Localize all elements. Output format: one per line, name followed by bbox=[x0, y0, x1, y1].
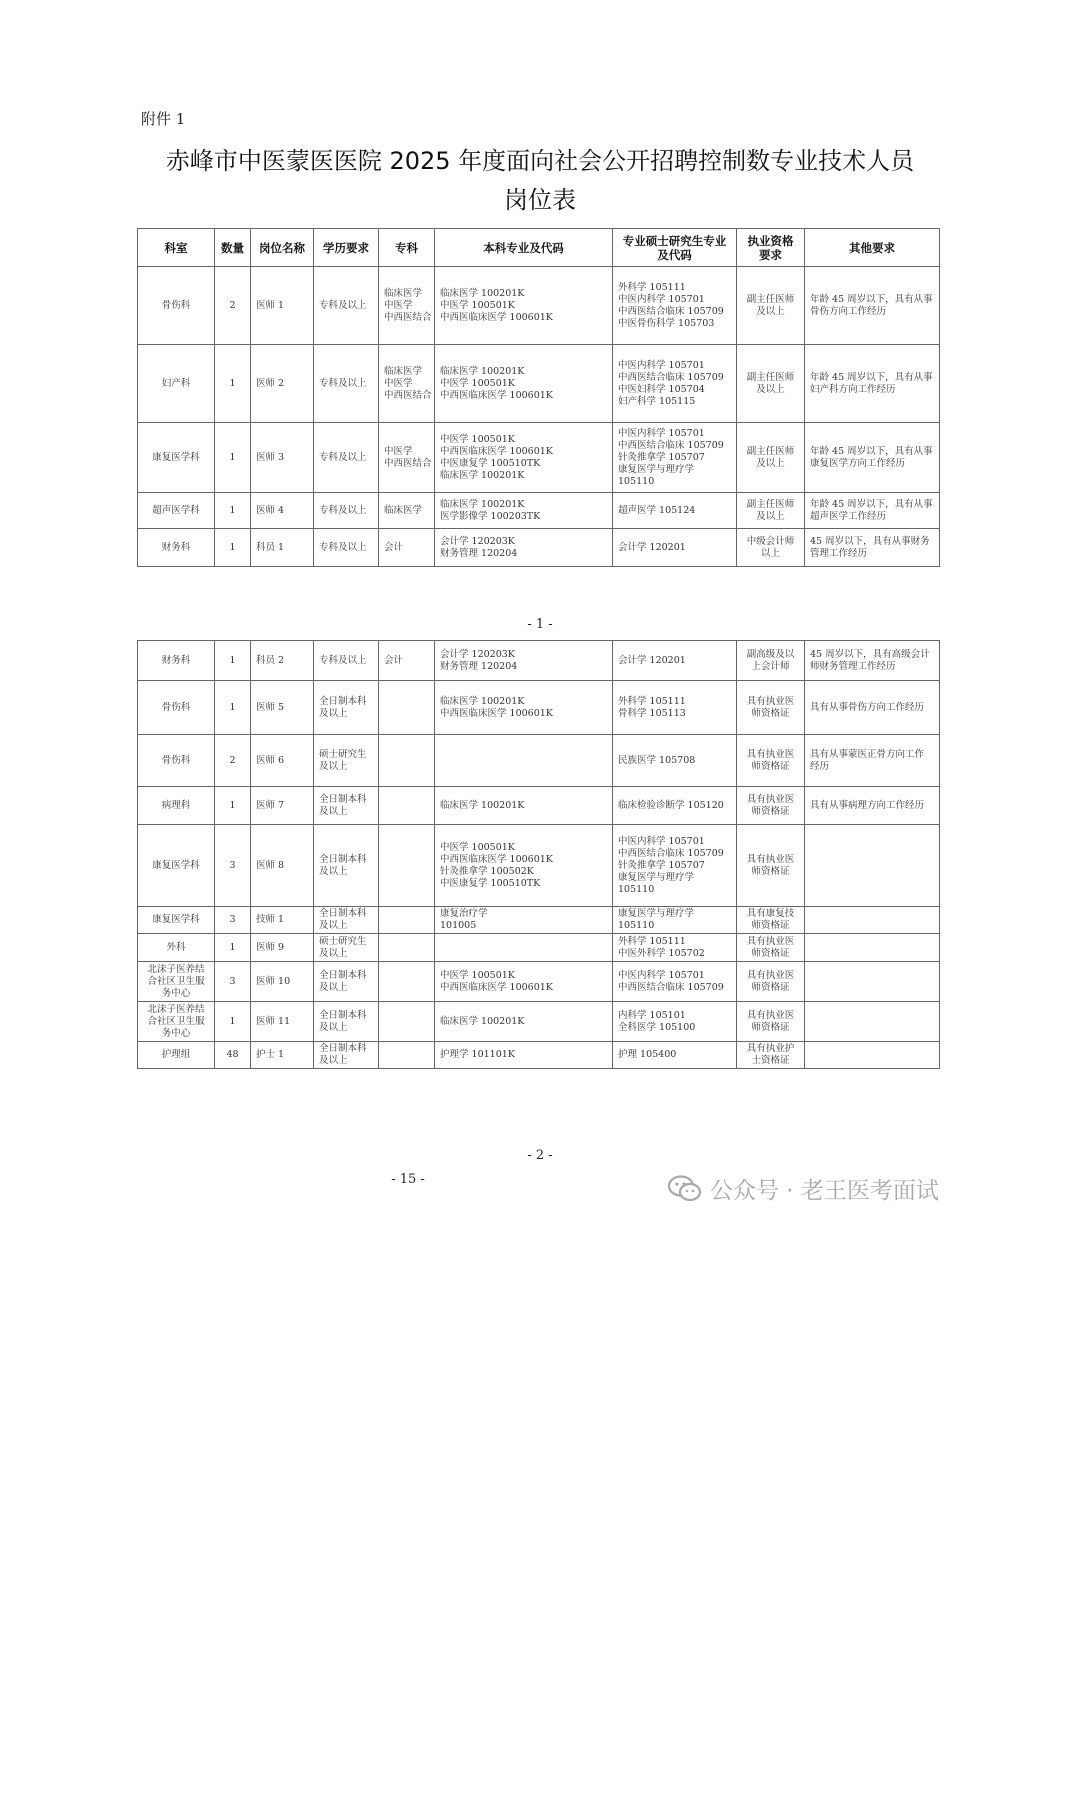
cell-junior bbox=[379, 825, 435, 907]
cell-post: 医师 11 bbox=[251, 1002, 314, 1042]
cell-master: 会计学 120201 bbox=[613, 641, 737, 681]
cell-dept: 骨伤科 bbox=[138, 681, 215, 735]
table-row bbox=[138, 934, 940, 962]
cell-other bbox=[805, 825, 940, 907]
cell-edu: 全日制本科 及以上 bbox=[314, 907, 379, 934]
watermark-text: 公众号 · 老王医考面试 bbox=[710, 1178, 939, 1204]
cell-bachelor bbox=[435, 735, 613, 787]
cell-master: 临床检验诊断学 105120 bbox=[613, 787, 737, 825]
cell-qual: 副主任医师 及以上 bbox=[737, 345, 805, 423]
cell-dept: 外科 bbox=[138, 934, 215, 962]
cell-dept: 财务科 bbox=[138, 641, 215, 681]
cell-qual: 副主任医师 及以上 bbox=[737, 423, 805, 493]
cell-dept: 超声医学科 bbox=[138, 493, 215, 529]
cell-master: 中医内科学 105701 中西医结合临床 105709 中医妇科学 105704 妇产科学 105115 bbox=[613, 345, 737, 423]
table-row bbox=[138, 423, 940, 493]
cell-junior bbox=[379, 1002, 435, 1042]
cell-junior: 临床医学 bbox=[379, 493, 435, 529]
cell-master: 外科学 105111 中医外科学 105702 bbox=[613, 934, 737, 962]
cell-count: 48 bbox=[215, 1042, 251, 1069]
cell-junior: 会计 bbox=[379, 641, 435, 681]
table-row bbox=[138, 907, 940, 934]
header-junior: 专科 bbox=[379, 229, 435, 267]
cell-count: 2 bbox=[215, 735, 251, 787]
cell-post: 医师 7 bbox=[251, 787, 314, 825]
cell-dept: 病理科 bbox=[138, 787, 215, 825]
cell-qual: 具有执业医 师资格证 bbox=[737, 1002, 805, 1042]
cell-dept: 护理组 bbox=[138, 1042, 215, 1069]
cell-count: 1 bbox=[215, 934, 251, 962]
cell-master: 超声医学 105124 bbox=[613, 493, 737, 529]
cell-bachelor: 中医学 100501K 中西医临床医学 100601K 针灸推拿学 100502K 中医康复学 100510TK bbox=[435, 825, 613, 907]
cell-master: 中医内科学 105701 中西医结合临床 105709 针灸推拿学 105707 康复医学与理疗学 105110 bbox=[613, 423, 737, 493]
cell-edu: 专科及以上 bbox=[314, 345, 379, 423]
cell-master: 中医内科学 105701 中西医结合临床 105709 针灸推拿学 105707 康复医学与理疗学 105110 bbox=[613, 825, 737, 907]
table-row bbox=[138, 1042, 940, 1069]
table-row bbox=[138, 529, 940, 567]
cell-master: 民族医学 105708 bbox=[613, 735, 737, 787]
cell-other: 年龄 45 周岁以下，具有从事 超声医学工作经历 bbox=[805, 493, 940, 529]
cell-edu: 全日制本科 及以上 bbox=[314, 825, 379, 907]
cell-qual: 具有执业医 师资格证 bbox=[737, 735, 805, 787]
table-row bbox=[138, 787, 940, 825]
cell-junior bbox=[379, 735, 435, 787]
cell-junior bbox=[379, 962, 435, 1002]
cell-qual: 具有执业医 师资格证 bbox=[737, 934, 805, 962]
cell-junior bbox=[379, 681, 435, 735]
header-qual: 执业资格要求 bbox=[737, 229, 805, 267]
header-bachelor: 本科专业及代码 bbox=[435, 229, 613, 267]
cell-post: 医师 6 bbox=[251, 735, 314, 787]
cell-junior: 中医学 中西医结合 bbox=[379, 423, 435, 493]
cell-post: 技师 1 bbox=[251, 907, 314, 934]
cell-qual: 具有执业医 师资格证 bbox=[737, 787, 805, 825]
cell-dept: 骨伤科 bbox=[138, 735, 215, 787]
header-post: 岗位名称 bbox=[251, 229, 314, 267]
cell-edu: 全日制本科 及以上 bbox=[314, 787, 379, 825]
cell-other: 45 周岁以下，具有高级会计 师财务管理工作经历 bbox=[805, 641, 940, 681]
cell-qual: 具有执业医 师资格证 bbox=[737, 681, 805, 735]
cell-post: 医师 2 bbox=[251, 345, 314, 423]
cell-bachelor: 临床医学 100201K 中西医临床医学 100601K bbox=[435, 681, 613, 735]
cell-edu: 专科及以上 bbox=[314, 423, 379, 493]
table-row bbox=[138, 267, 940, 345]
cell-count: 3 bbox=[215, 825, 251, 907]
watermark bbox=[668, 1172, 939, 1205]
table-row bbox=[138, 681, 940, 735]
cell-dept: 康复医学科 bbox=[138, 825, 215, 907]
page-title: 赤峰市中医蒙医医院 2025 年度面向社会公开招聘控制数专业技术人员 bbox=[165, 147, 915, 175]
cell-other: 年龄 45 周岁以下，具有从事 妇产科方向工作经历 bbox=[805, 345, 940, 423]
cell-edu: 专科及以上 bbox=[314, 641, 379, 681]
cell-bachelor bbox=[435, 934, 613, 962]
cell-post: 医师 10 bbox=[251, 962, 314, 1002]
positions-table-page2 bbox=[137, 640, 940, 1069]
cell-post: 护士 1 bbox=[251, 1042, 314, 1069]
cell-master: 外科学 105111 中医内科学 105701 中西医结合临床 105709 中医骨伤科学 105703 bbox=[613, 267, 737, 345]
cell-post: 科员 1 bbox=[251, 529, 314, 567]
table-row bbox=[138, 345, 940, 423]
cell-qual: 副主任医师 及以上 bbox=[737, 267, 805, 345]
cell-master: 外科学 105111 骨科学 105113 bbox=[613, 681, 737, 735]
cell-dept: 骨伤科 bbox=[138, 267, 215, 345]
cell-other: 年龄 45 周岁以下，具有从事 骨伤方向工作经历 bbox=[805, 267, 940, 345]
cell-edu: 全日制本科 及以上 bbox=[314, 1002, 379, 1042]
table-header-row bbox=[138, 229, 940, 267]
page-number-2: - 2 - bbox=[527, 1148, 553, 1163]
cell-bachelor: 中医学 100501K 中西医临床医学 100601K bbox=[435, 962, 613, 1002]
cell-qual: 具有执业护 士资格证 bbox=[737, 1042, 805, 1069]
cell-junior: 临床医学 中医学 中西医结合 bbox=[379, 267, 435, 345]
cell-other: 具有从事蒙医正骨方向工作 经历 bbox=[805, 735, 940, 787]
cell-count: 1 bbox=[215, 681, 251, 735]
cell-other bbox=[805, 1002, 940, 1042]
cell-master: 会计学 120201 bbox=[613, 529, 737, 567]
cell-qual: 副高级及以 上会计师 bbox=[737, 641, 805, 681]
cell-bachelor: 康复治疗学 101005 bbox=[435, 907, 613, 934]
table-row bbox=[138, 962, 940, 1002]
cell-post: 医师 9 bbox=[251, 934, 314, 962]
cell-edu: 专科及以上 bbox=[314, 493, 379, 529]
cell-post: 医师 5 bbox=[251, 681, 314, 735]
cell-dept: 北沫子医养结 合社区卫生服 务中心 bbox=[138, 962, 215, 1002]
cell-other: 具有从事病理方向工作经历 bbox=[805, 787, 940, 825]
cell-bachelor: 临床医学 100201K bbox=[435, 1002, 613, 1042]
cell-junior: 会计 bbox=[379, 529, 435, 567]
cell-bachelor: 中医学 100501K 中西医临床医学 100601K 中医康复学 100510TK 临床医学 100201K bbox=[435, 423, 613, 493]
wechat-icon bbox=[668, 1175, 702, 1203]
cell-master: 护理 105400 bbox=[613, 1042, 737, 1069]
cell-qual: 副主任医师 及以上 bbox=[737, 493, 805, 529]
cell-qual: 中级会计师 以上 bbox=[737, 529, 805, 567]
cell-qual: 具有执业医 师资格证 bbox=[737, 825, 805, 907]
cell-count: 1 bbox=[215, 493, 251, 529]
cell-master: 内科学 105101 全科医学 105100 bbox=[613, 1002, 737, 1042]
page-number-15: - 15 - bbox=[391, 1172, 425, 1187]
cell-count: 1 bbox=[215, 529, 251, 567]
positions-table-page1 bbox=[137, 228, 940, 567]
cell-master: 康复医学与理疗学 105110 bbox=[613, 907, 737, 934]
cell-edu: 硕士研究生 及以上 bbox=[314, 735, 379, 787]
cell-bachelor: 会计学 120203K 财务管理 120204 bbox=[435, 529, 613, 567]
header-dept: 科室 bbox=[138, 229, 215, 267]
cell-post: 医师 8 bbox=[251, 825, 314, 907]
cell-dept: 妇产科 bbox=[138, 345, 215, 423]
cell-qual: 具有执业医 师资格证 bbox=[737, 962, 805, 1002]
cell-bachelor: 临床医学 100201K 医学影像学 100203TK bbox=[435, 493, 613, 529]
cell-junior bbox=[379, 1042, 435, 1069]
cell-other bbox=[805, 934, 940, 962]
cell-bachelor: 临床医学 100201K bbox=[435, 787, 613, 825]
cell-master: 中医内科学 105701 中西医结合临床 105709 bbox=[613, 962, 737, 1002]
cell-edu: 全日制本科 及以上 bbox=[314, 681, 379, 735]
cell-bachelor: 临床医学 100201K 中医学 100501K 中西医临床医学 100601K bbox=[435, 267, 613, 345]
cell-post: 医师 3 bbox=[251, 423, 314, 493]
cell-junior bbox=[379, 907, 435, 934]
cell-edu: 专科及以上 bbox=[314, 267, 379, 345]
cell-bachelor: 护理学 101101K bbox=[435, 1042, 613, 1069]
cell-other bbox=[805, 907, 940, 934]
cell-count: 2 bbox=[215, 267, 251, 345]
cell-count: 1 bbox=[215, 423, 251, 493]
cell-junior: 临床医学 中医学 中西医结合 bbox=[379, 345, 435, 423]
table-row bbox=[138, 493, 940, 529]
table-row bbox=[138, 1002, 940, 1042]
table-row bbox=[138, 735, 940, 787]
header-edu: 学历要求 bbox=[314, 229, 379, 267]
cell-edu: 硕士研究生 及以上 bbox=[314, 934, 379, 962]
cell-bachelor: 会计学 120203K 财务管理 120204 bbox=[435, 641, 613, 681]
cell-count: 3 bbox=[215, 962, 251, 1002]
page-number-1: - 1 - bbox=[527, 617, 553, 632]
cell-count: 1 bbox=[215, 345, 251, 423]
cell-dept: 财务科 bbox=[138, 529, 215, 567]
cell-dept: 康复医学科 bbox=[138, 423, 215, 493]
cell-post: 医师 4 bbox=[251, 493, 314, 529]
cell-junior bbox=[379, 934, 435, 962]
cell-count: 1 bbox=[215, 787, 251, 825]
cell-other: 45 周岁以下，具有从事财务 管理工作经历 bbox=[805, 529, 940, 567]
cell-bachelor: 临床医学 100201K 中医学 100501K 中西医临床医学 100601K bbox=[435, 345, 613, 423]
header-other: 其他要求 bbox=[805, 229, 940, 267]
table-row bbox=[138, 641, 940, 681]
cell-other: 具有从事骨伤方向工作经历 bbox=[805, 681, 940, 735]
cell-qual: 具有康复技 师资格证 bbox=[737, 907, 805, 934]
cell-other bbox=[805, 962, 940, 1002]
cell-dept: 康复医学科 bbox=[138, 907, 215, 934]
table-row bbox=[138, 825, 940, 907]
cell-post: 医师 1 bbox=[251, 267, 314, 345]
header-master: 专业硕士研究生专业及代码 bbox=[613, 229, 737, 267]
attachment-label: 附件 1 bbox=[141, 110, 186, 128]
header-count: 数量 bbox=[215, 229, 251, 267]
cell-count: 1 bbox=[215, 641, 251, 681]
cell-edu: 专科及以上 bbox=[314, 529, 379, 567]
cell-edu: 全日制本科 及以上 bbox=[314, 962, 379, 1002]
cell-junior bbox=[379, 787, 435, 825]
cell-other bbox=[805, 1042, 940, 1069]
cell-count: 1 bbox=[215, 1002, 251, 1042]
cell-count: 3 bbox=[215, 907, 251, 934]
cell-other: 年龄 45 周岁以下，具有从事 康复医学方向工作经历 bbox=[805, 423, 940, 493]
cell-dept: 北沫子医养结 合社区卫生服 务中心 bbox=[138, 1002, 215, 1042]
page-subtitle: 岗位表 bbox=[504, 186, 576, 214]
cell-edu: 全日制本科 及以上 bbox=[314, 1042, 379, 1069]
cell-post: 科员 2 bbox=[251, 641, 314, 681]
